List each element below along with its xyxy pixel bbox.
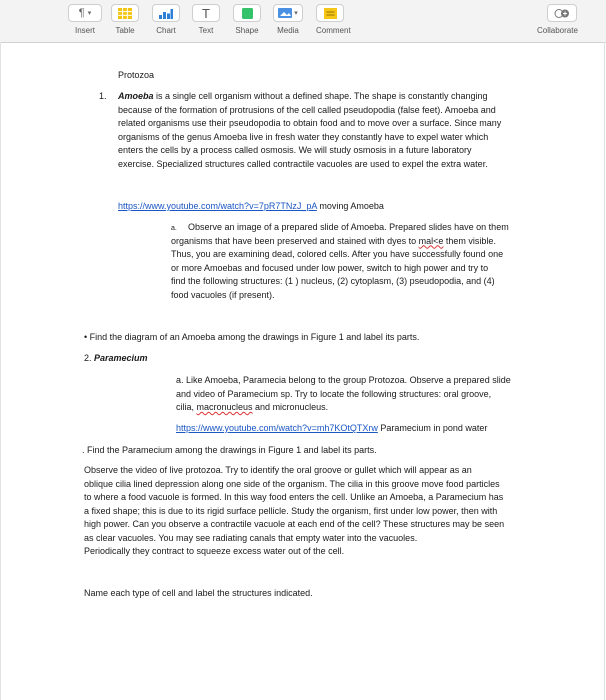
item1a-line: find the following structures: (1 ) nucleus, (2) cytoplasm, (3) pseudopodia, and (4): [171, 276, 495, 286]
table-icon: [111, 4, 139, 22]
item1-line: because of the formation of protrusions of the cell called pseudopodia (false feet). Amoeba and: [118, 104, 496, 115]
misspelled-word[interactable]: mal<e: [418, 235, 444, 246]
shape-button[interactable]: Shape: [233, 4, 261, 35]
misspelled-word[interactable]: macronucleus: [196, 402, 253, 412]
item2-line: [84, 352, 148, 366]
paragraph-line: Periodically they contract to squeeze excess water out of the cell.: [84, 546, 345, 556]
amoeba-video-link[interactable]: https://www.youtube.com/watch?v=7pR7TNzJ_pA: [118, 201, 317, 211]
chart-button[interactable]: Chart: [152, 4, 180, 35]
item1a-line: food vacuoles (if present).: [171, 289, 275, 300]
shape-icon: [233, 4, 261, 22]
comment-button[interactable]: Comment: [316, 4, 344, 35]
table-button[interactable]: Table: [111, 4, 139, 35]
item1a-line: or more Amoebas and focused under low power, switch to high power and try to: [171, 262, 489, 273]
paragraph-line: Observe the video of live protozoa. Try to identify the oral groove or gullet which will appear as an: [84, 465, 472, 475]
text-icon: T: [192, 4, 220, 22]
text-button[interactable]: T Text: [192, 4, 220, 35]
amoeba-title: Amoeba: [118, 91, 154, 101]
paramecium-link-suffix: Paramecium in pond water: [377, 423, 488, 433]
item1-line-text: is a single cell organism without a defined shape. The shape is constantly changing: [153, 91, 488, 101]
media-button[interactable]: ▾ Media: [273, 4, 303, 35]
media-icon: ▾: [273, 4, 303, 22]
paramecium-title: Paramecium: [94, 353, 148, 363]
final-instruction: Name each type of cell and label the structures indicated.: [84, 588, 313, 598]
amoeba-link-line: [118, 200, 384, 214]
insert-button[interactable]: ¶ ▾ Insert: [68, 4, 102, 35]
item1-line: related organisms use their pseudopodia to obtain food and to move over a surface. Since many: [118, 118, 502, 128]
item1a-line: [171, 235, 496, 249]
paramecium-video-link[interactable]: https://www.youtube.com/watch?v=mh7KOtQTXrw: [176, 423, 378, 433]
item2a-line: and video of Paramecium sp. Try to locate the following structures: oral groove,: [176, 388, 492, 399]
item1-line: [118, 90, 488, 104]
item1a-line: Observe an image of a prepared slide of Amoeba. Prepared slides have on them: [188, 222, 509, 232]
paragraph-line: a fixed shape; this is due to its rigid surface pellicle. Study the organism, first under low power, then with: [84, 505, 498, 516]
comment-icon: [316, 4, 344, 22]
item2a-line3-post: and micronucleus.: [252, 402, 329, 412]
toolbar: [0, 0, 606, 43]
heading: Protozoa: [118, 70, 155, 80]
item1a-line2-pre: organisms that have been preserved and stained with dyes to: [171, 235, 419, 246]
item1-line: organisms of the genus Amoeba live in fresh water they constantly have to expel water which: [118, 131, 489, 142]
paragraph-line: oblique cilia lined depression along one side of the organism. The cilia in this groove move food particles: [84, 478, 500, 489]
item1a-line: Thus, you are examining dead, colored cells. After you have successfully found one: [171, 249, 504, 259]
item1-line: exercise. Specialized structures called contractile vacuoles are used to expel the extra water.: [118, 158, 488, 169]
paramecium-link-line: [176, 422, 487, 436]
item1a-line2-post: them visible.: [443, 235, 496, 246]
amoeba-link-suffix: moving Amoeba: [316, 201, 384, 211]
paragraph-line: as clear vacuoles. You may see radiating canals that empty water into the vacuoles.: [84, 532, 418, 543]
item2a-line: a. Like Amoeba, Paramecia belong to the group Protozoa. Observe a prepared slide: [176, 375, 511, 385]
find-paramecium: . Find the Paramecium among the drawings in Figure 1 and label its parts.: [82, 445, 377, 455]
chart-icon: [152, 4, 180, 22]
item1-line: enters the cells by a process called osmosis. We will study osmosis in a future laboratory: [118, 145, 472, 155]
item1-number: 1.: [99, 91, 107, 101]
collaborate-icon: [547, 4, 577, 22]
document-page[interactable]: [0, 42, 606, 700]
item2-number: 2.: [84, 353, 92, 363]
paragraph-line: high power. Can you observe a contractile vacuole at each end of the cell? These structures may be seen: [84, 519, 505, 529]
item1a-marker: a.: [171, 225, 177, 232]
collaborate-button[interactable]: Collaborate: [547, 4, 577, 35]
amoeba-bullet: • Find the diagram of an Amoeba among the drawings in Figure 1 and label its parts.: [84, 332, 420, 342]
paragraph-icon: ¶ ▾: [68, 4, 102, 22]
item2a-line: [176, 401, 328, 415]
item2a-line3-pre: cilia,: [176, 402, 197, 412]
paragraph-line: to where a food vacuole is formed. In this way food enters the cell. Unlike an Amoeba, a Paramecium has: [84, 492, 504, 502]
